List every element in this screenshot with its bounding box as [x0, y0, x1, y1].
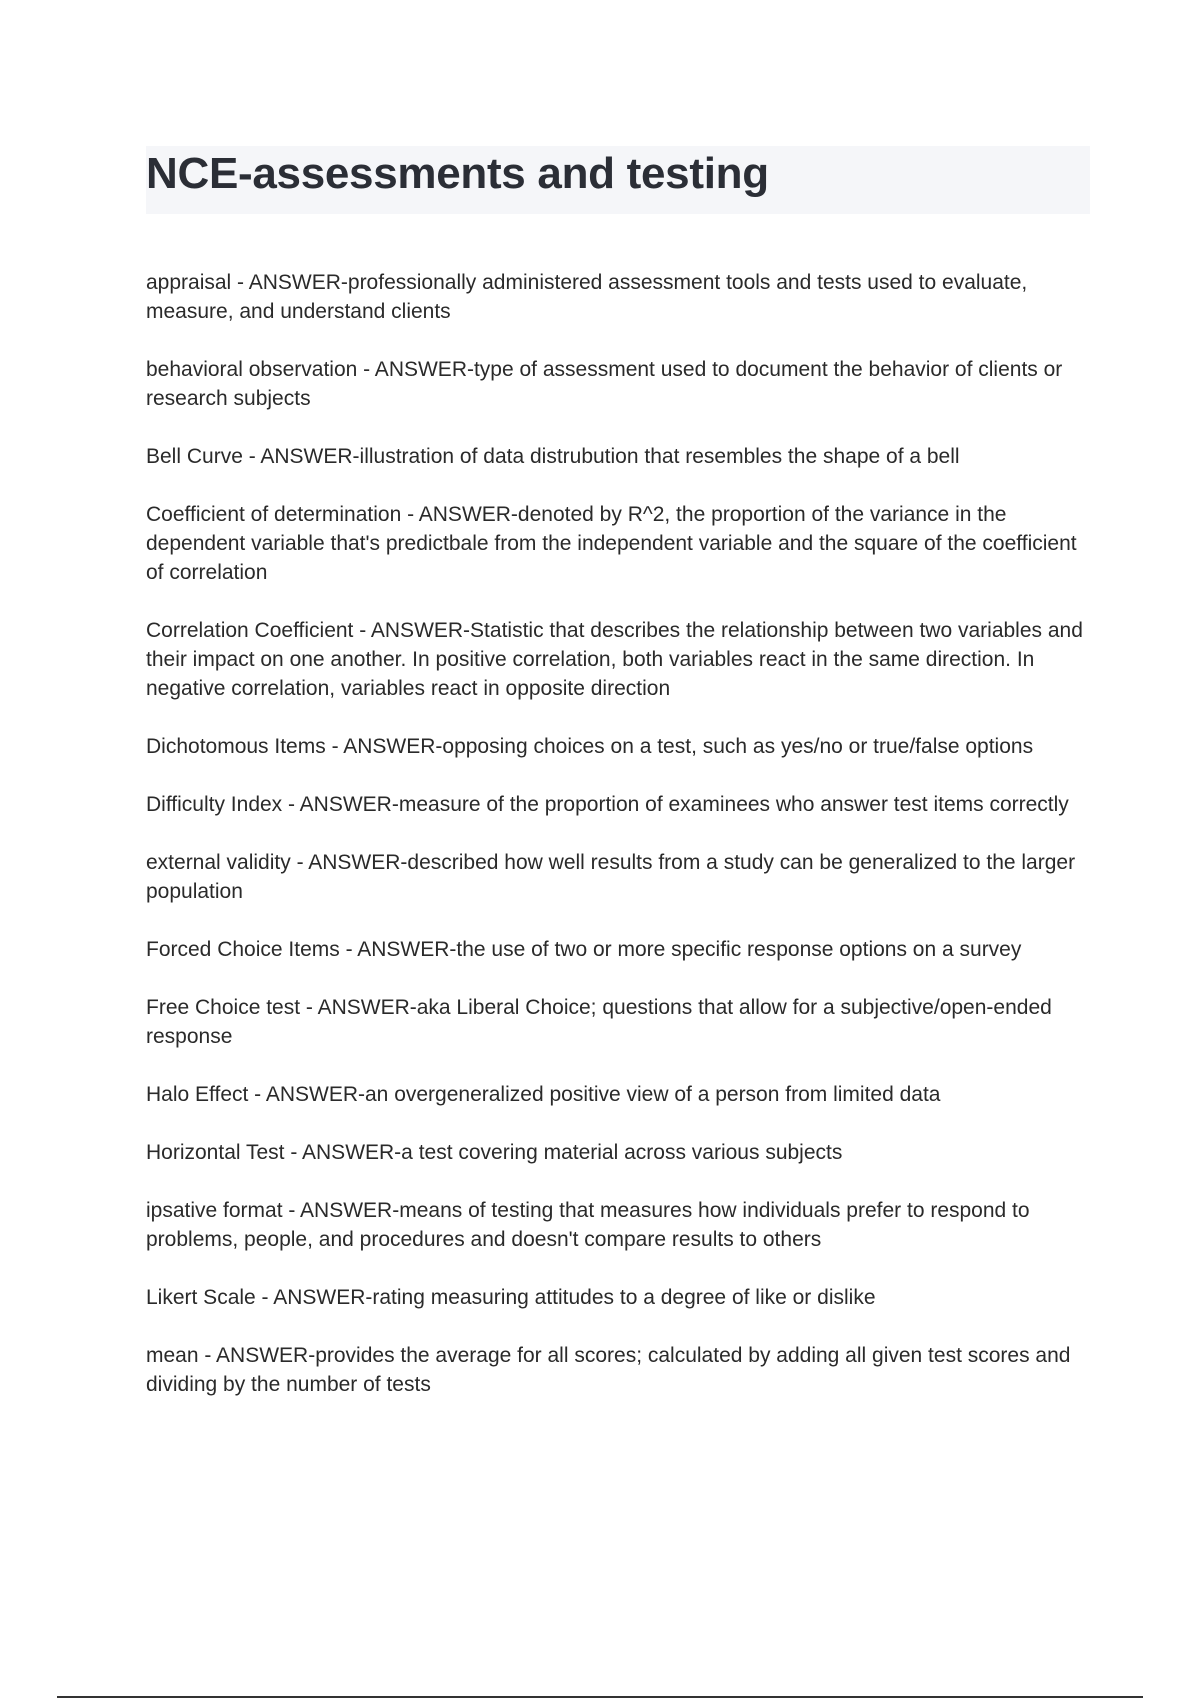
flashcard-entry: Halo Effect - ANSWER-an overgeneralized positive view of a person from limited data — [146, 1083, 941, 1106]
flashcard-entry: Difficulty Index - ANSWER-measure of the proportion of examinees who answer test items correctly — [146, 793, 1069, 816]
flashcard-list — [146, 268, 1096, 1428]
flashcard-entry: Likert Scale - ANSWER-rating measuring attitudes to a degree of like or dislike — [146, 1286, 876, 1309]
flashcard-entry: Coefficient of determination - ANSWER-denoted by R^2, the proportion of the variance in the dependent variable that's predictbale from the independent variable and the square of the coefficient of correlation — [146, 503, 1077, 584]
flashcard-entry: Free Choice test - ANSWER-aka Liberal Choice; questions that allow for a subjective/open-ended response — [146, 996, 1052, 1048]
flashcard-entry: mean - ANSWER-provides the average for all scores; calculated by adding all given test scores and dividing by the number of tests — [146, 1344, 1071, 1396]
flashcard-entry: Forced Choice Items - ANSWER-the use of two or more specific response options on a survey — [146, 938, 1022, 961]
page-title: NCE-assessments and testing — [146, 149, 769, 198]
flashcard-entry: appraisal - ANSWER-professionally administered assessment tools and tests used to evaluate, measure, and understand clients — [146, 271, 1028, 323]
flashcard-entry: external validity - ANSWER-described how well results from a study can be generalized to the larger population — [146, 851, 1076, 903]
flashcard-entry: Horizontal Test - ANSWER-a test covering material across various subjects — [146, 1141, 843, 1164]
flashcard-entry: ipsative format - ANSWER-means of testing that measures how individuals prefer to respond to problems, people, and procedures and doesn't compare results to others — [146, 1199, 1030, 1251]
flashcard-entry: behavioral observation - ANSWER-type of assessment used to document the behavior of clients or research subjects — [146, 358, 1063, 410]
flashcard-entry: Correlation Coefficient - ANSWER-Statistic that describes the relationship between two variables and their impact on one another. In positive correlation, both variables react in the same direction. In negative correlation, variables react in opposite direction — [146, 619, 1083, 700]
footer-divider — [57, 1696, 1143, 1698]
title-banner — [146, 146, 1090, 214]
flashcard-entry: Bell Curve - ANSWER-illustration of data distrubution that resembles the shape of a bell — [146, 445, 960, 468]
flashcard-entry: Dichotomous Items - ANSWER-opposing choices on a test, such as yes/no or true/false options — [146, 735, 1034, 758]
